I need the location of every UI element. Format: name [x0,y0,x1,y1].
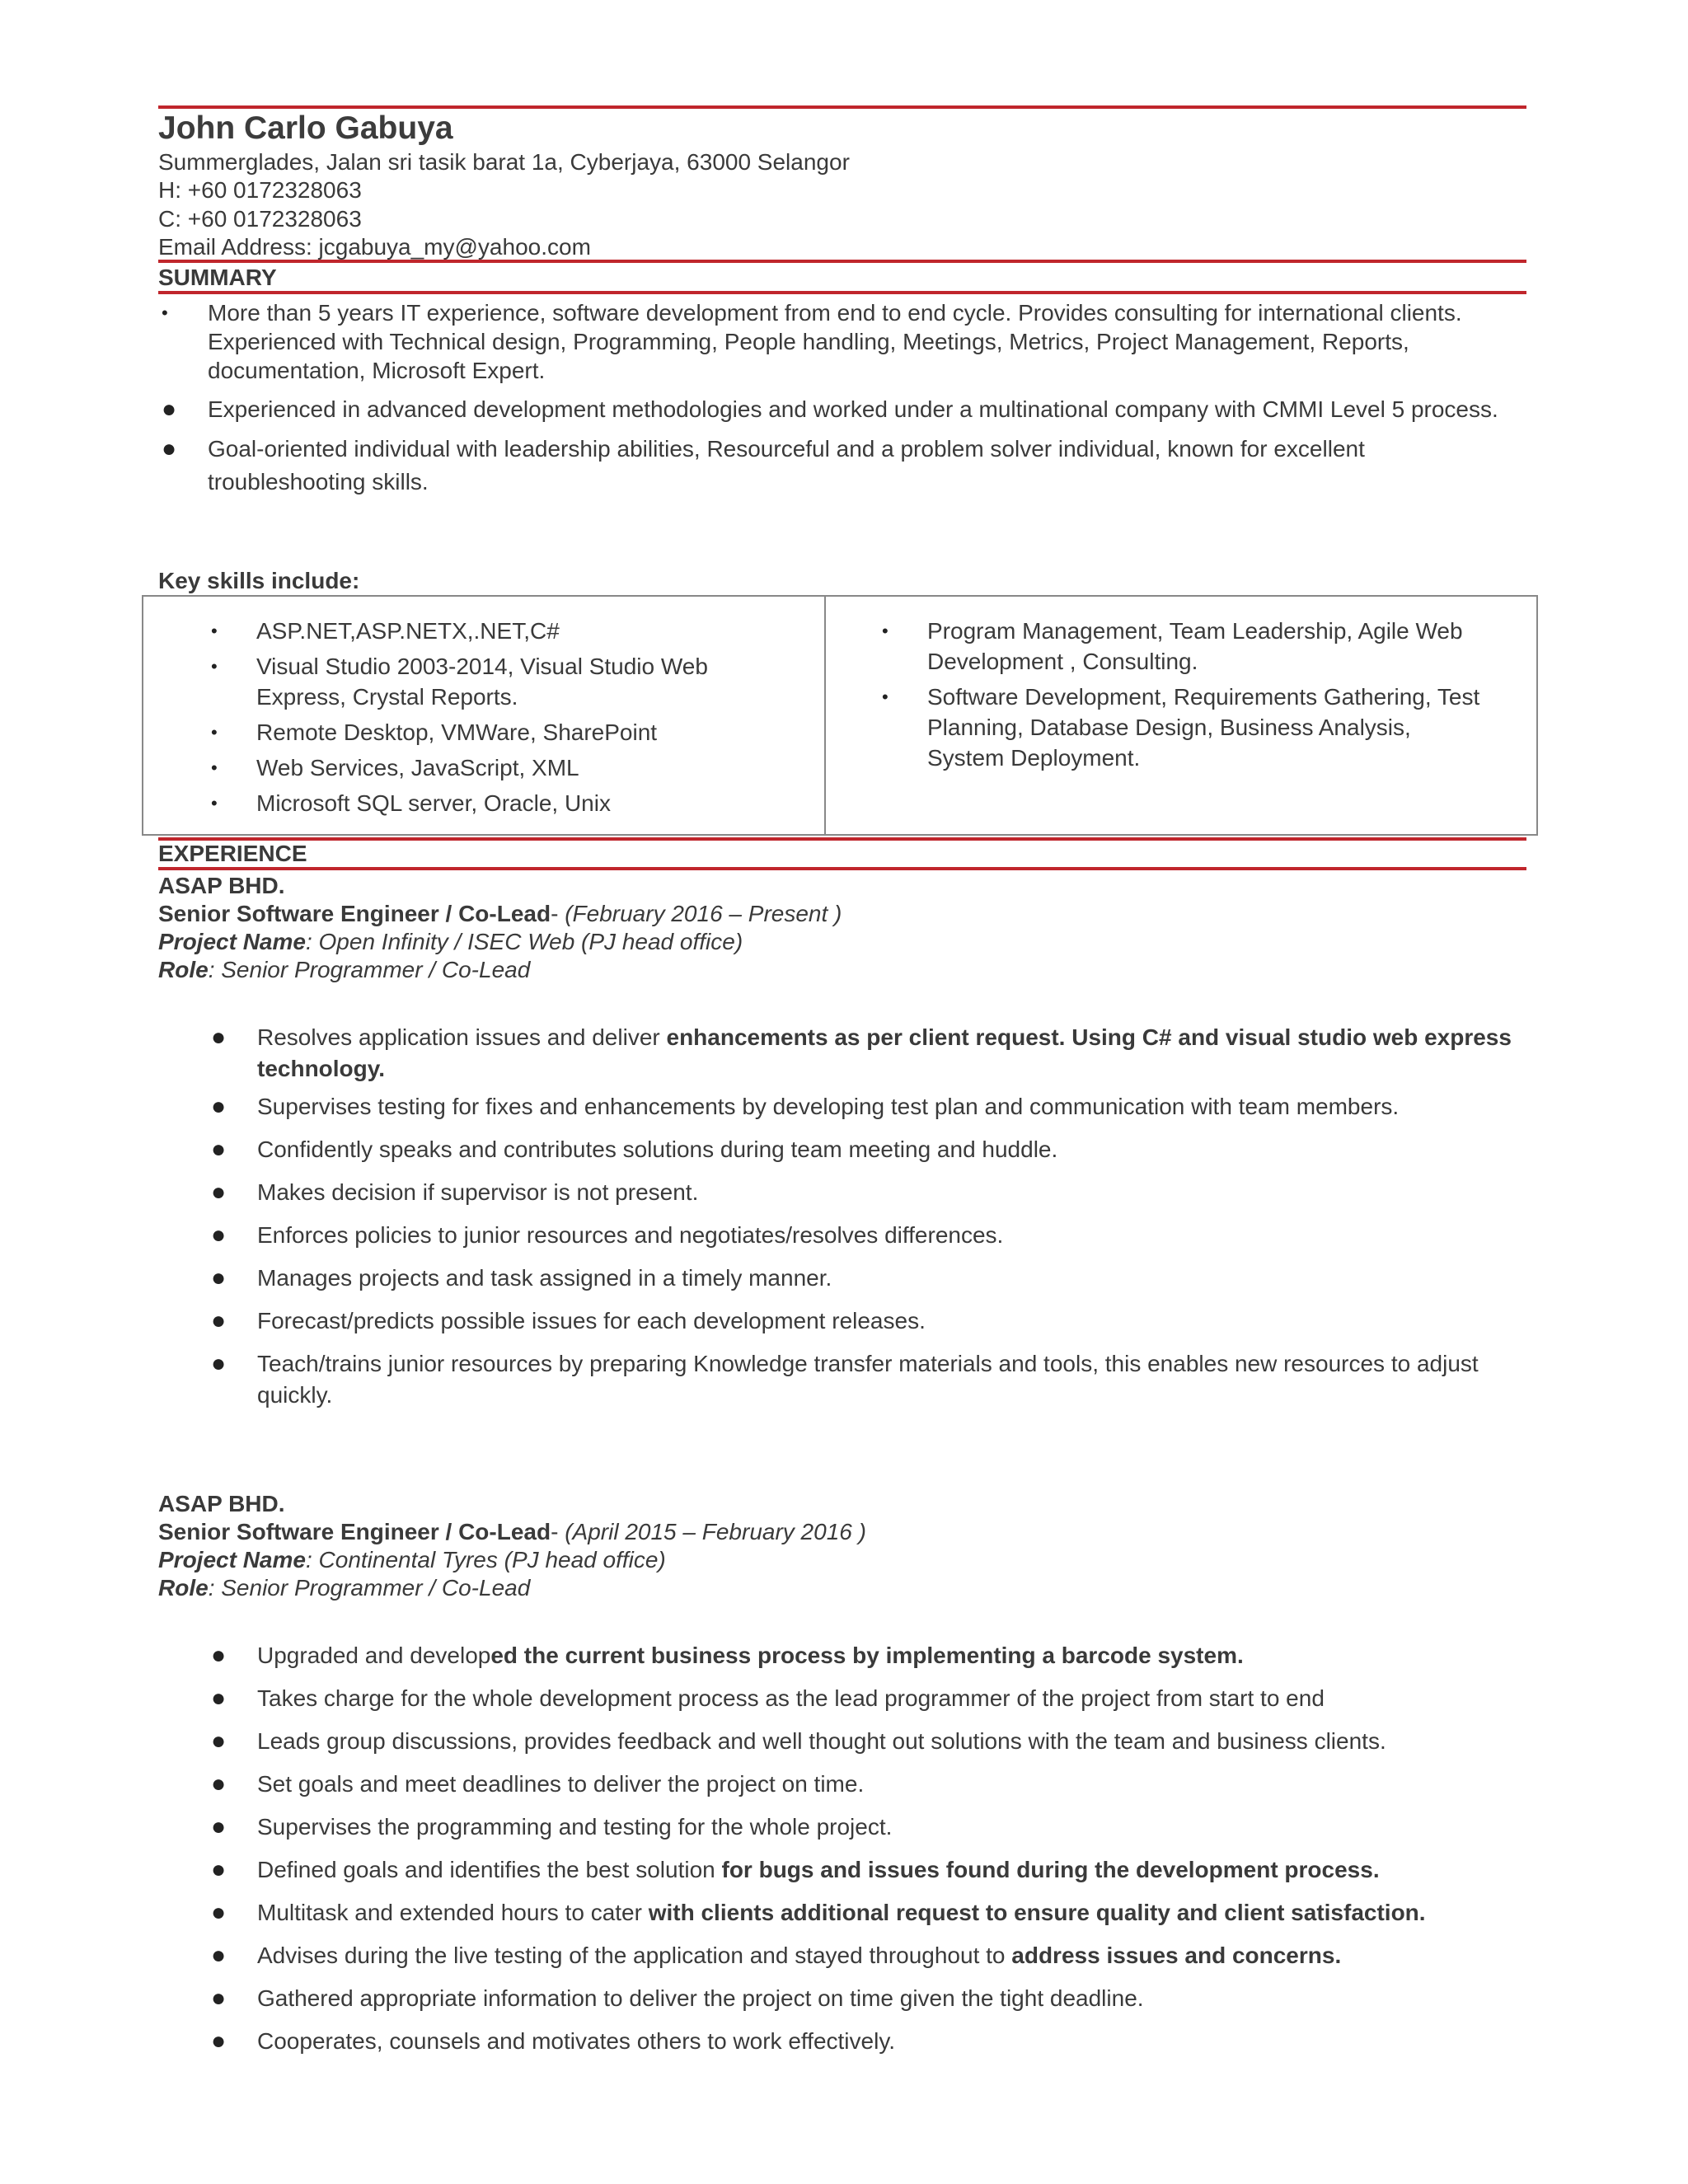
bullet-icon: • [882,687,889,707]
list-item: ● Leads group discussions, provides feedback and well thought out solutions with the team and business clients. [208,1726,1526,1757]
list-item: ● Multitask and extended hours to cater with clients additional request to ensure quality and client satisfaction. [208,1897,1526,1929]
list-item: • Remote Desktop, VMWare, SharePoint [208,717,785,748]
list-item: ● Advises during the live testing of the application and stayed throughout to address issues and concerns. [208,1940,1526,1971]
list-item: ● Goal-oriented individual with leadership abilities, Resourceful and a problem solver individual, known for excellent troubleshooting skills. [158,433,1526,499]
job2-project-label: Project Name [158,1547,306,1572]
list-item: ● Makes decision if supervisor is not present. [208,1177,1526,1208]
job2-title-separator: - [551,1519,565,1544]
address: Summerglades, Jalan sri tasik barat 1a, Cyberjaya, 63000 Selangor [158,149,850,175]
bullet-icon: ● [211,1221,227,1249]
candidate-name: John Carlo Gabuya [158,110,453,146]
job1-dates: (February 2016 – Present ) [565,901,842,926]
job2-dates: (April 2015 – February 2016 ) [565,1519,866,1544]
job1-role-label: Role [158,957,209,982]
list-item: ● Defined goals and identifies the best solution for bugs and issues found during the development process. [208,1854,1526,1886]
bullet-icon: ● [211,1093,227,1120]
job2-project-value: : Continental Tyres (PJ head office) [305,1547,666,1572]
bullet-icon: ● [211,1856,227,1883]
bullet-icon: ● [211,1642,227,1669]
list-item: ● Takes charge for the whole development process as the lead programmer of the project from start to end [208,1683,1526,1714]
list-item: ● Gathered appropriate information to deliver the project on time given the tight deadline. [208,1983,1526,2014]
summary-top-rule [158,260,1526,263]
bullet-icon: ● [211,1899,227,1926]
job2-project-line [158,1546,666,1574]
bullet-icon: ● [211,1770,227,1797]
email-address: Email Address: jcgabuya_my@yahoo.com [158,234,591,260]
experience-top-rule [158,837,1526,841]
list-item: ● Set goals and meet deadlines to deliver the project on time. [208,1769,1526,1800]
job2-role-label: Role [158,1575,209,1601]
job2-responsibilities [208,1640,1526,2069]
skills-table-divider [824,595,826,836]
summary-heading: SUMMARY [158,265,277,290]
bullet-icon: ● [211,1307,227,1334]
job1-title-separator: - [551,901,565,926]
experience-heading: EXPERIENCE [158,841,307,866]
skills-right-column [879,616,1489,773]
skills-left-column [208,616,785,818]
job1-role-line [158,956,530,984]
list-item: • Microsoft SQL server, Oracle, Unix [208,788,785,818]
bullet-icon: ● [211,1727,227,1755]
bullet-icon: • [211,793,218,813]
bullet-icon: ● [211,1179,227,1206]
bullet-icon: • [211,621,218,641]
bullet-icon: • [162,302,168,323]
list-item: ● Experienced in advanced development methodologies and worked under a multinational company with CMMI Level 5 process. [158,393,1526,426]
bullet-icon: ● [211,1985,227,2012]
job1-project-line [158,928,743,956]
bullet-icon: ● [211,1264,227,1291]
list-item: ● Upgraded and developed the current business process by implementing a barcode system. [208,1640,1526,1671]
bullet-icon: ● [211,2027,227,2055]
bullet-icon: ● [211,1685,227,1712]
list-item: ● Cooperates, counsels and motivates others to work effectively. [208,2026,1526,2057]
list-item: • Program Management, Team Leadership, Agile Web Development , Consulting. [879,616,1489,677]
bullet-icon: ● [211,1813,227,1840]
list-item: • Visual Studio 2003-2014, Visual Studio Web Express, Crystal Reports. [208,651,785,712]
job1-responsibilities [208,1022,1526,1422]
bullet-icon: • [211,757,218,778]
cell-phone: C: +60 0172328063 [158,206,362,232]
list-item: ● Confidently speaks and contributes solutions during team meeting and huddle. [208,1134,1526,1165]
job2-title-line [158,1518,866,1546]
bullet-icon: ● [162,435,177,462]
bullet-icon: ● [211,1024,227,1051]
job1-project-value: : Open Infinity / ISEC Web (PJ head office) [305,929,743,954]
bullet-icon: • [211,722,218,743]
job1-title-line [158,900,842,928]
list-item: • More than 5 years IT experience, software development from end to end cycle. Provides consulting for international clients. Experienced with Technical design, Programming, People handling, Meetings, Metrics, Project Management, Reports, documentation, Microsoft Expert. [162,300,1462,383]
experience-bottom-rule [158,867,1526,870]
key-skills-heading: Key skills include: [158,568,360,593]
summary-bottom-rule [158,291,1526,294]
job2-role-line [158,1574,530,1602]
bullet-icon: ● [211,1350,227,1377]
bullet-icon: • [882,621,889,641]
list-item: • Software Development, Requirements Gathering, Test Planning, Database Design, Business Analysis, System Deployment. [879,682,1489,773]
job2-title: Senior Software Engineer / Co-Lead [158,1519,551,1544]
summary-list [158,298,1526,499]
job2-company: ASAP BHD. [158,1491,285,1516]
list-item: • ASP.NET,ASP.NETX,.NET,C# [208,616,785,646]
job1-role-value: : Senior Programmer / Co-Lead [208,957,531,982]
job1-company: ASAP BHD. [158,873,285,898]
job2-role-value: : Senior Programmer / Co-Lead [208,1575,531,1601]
bullet-icon: ● [211,1136,227,1163]
list-item: • Web Services, JavaScript, XML [208,752,785,783]
list-item: ● Manages projects and task assigned in a timely manner. [208,1263,1526,1294]
job1-title: Senior Software Engineer / Co-Lead [158,901,551,926]
job1-project-label: Project Name [158,929,306,954]
home-phone: H: +60 0172328063 [158,177,362,203]
bullet-icon: ● [211,1942,227,1969]
list-item: ● Forecast/predicts possible issues for each development releases. [208,1305,1526,1337]
list-item: ● Supervises the programming and testing for the whole project. [208,1811,1526,1843]
bullet-icon: • [211,656,218,677]
list-item: ● Supervises testing for fixes and enhancements by developing test plan and communication with team members. [208,1091,1526,1122]
list-item: ● Enforces policies to junior resources and negotiates/resolves differences. [208,1220,1526,1251]
list-item: ● Resolves application issues and deliver enhancements as per client request. Using C# and visual studio web express technology. [211,1024,1512,1081]
list-item: ● Teach/trains junior resources by preparing Knowledge transfer materials and tools, this enables new resources to adjust quickly. [211,1350,1479,1408]
bullet-icon: ● [162,396,177,423]
